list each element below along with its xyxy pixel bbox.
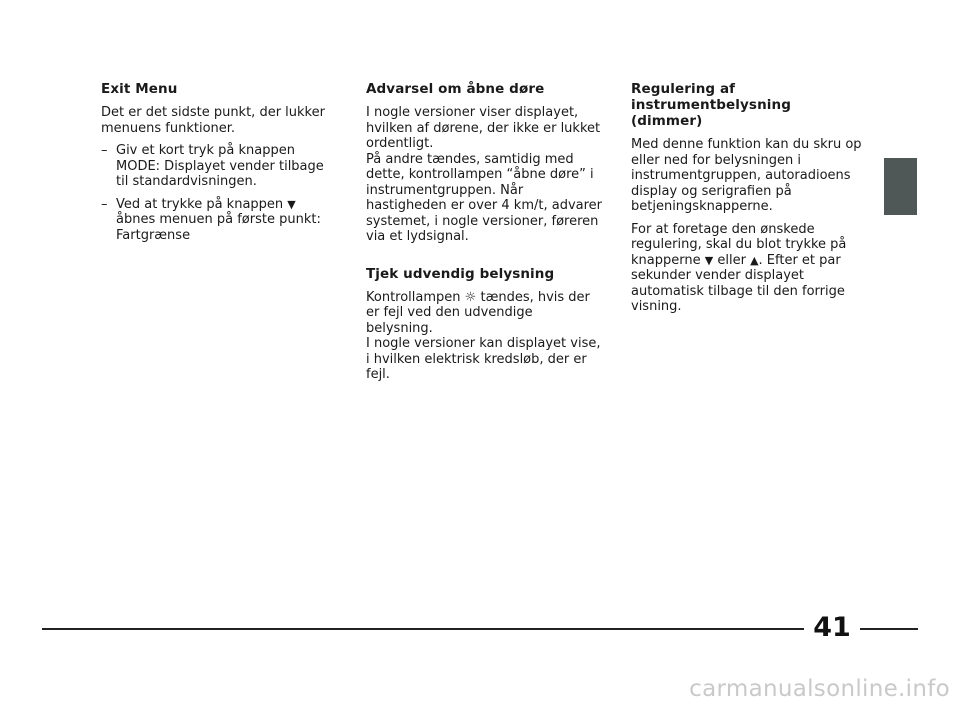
text-segment: Kontrollampen <box>366 289 461 305</box>
paragraph-open-doors-2: På andre tændes, samtidig med dette, kontrollampen “åbne døre” i instrumentgruppen. Når hastigheden er over 4 km/t, advarer systemet, i nogle versioner, føreren via et lydsignal. <box>366 151 603 244</box>
paragraph-open-doors-1: I nogle versioner viser displayet, hvilken af dørene, der ikke er lukket ordentligt. <box>366 105 601 151</box>
bullet-text-before: Ved at trykke på knappen <box>116 196 284 212</box>
list-item <box>101 143 331 190</box>
up-arrow-icon: ▲ <box>750 253 759 267</box>
down-arrow-icon: ▼ <box>704 253 714 267</box>
column-right <box>631 81 867 322</box>
column-left <box>101 81 331 250</box>
footer-rule-left <box>42 628 804 630</box>
section-tab-marker <box>884 158 917 215</box>
page-number: 41 <box>813 612 851 643</box>
watermark: carmanualsonline.info <box>689 676 950 702</box>
paragraph-dimmer-1: Med denne funktion kan du skru op eller ned for belysningen i instrumentgruppen, autoradioens display og serigrafien på betjeningsknapperne. <box>631 137 862 214</box>
paragraph-exit-menu: Det er det sidste punkt, der lukker menuens funktioner. <box>101 105 325 136</box>
list-item <box>101 197 331 244</box>
text-segment: . Efter et par sekunder vender displayet automatisk tilbage til den forrige visning. <box>631 252 845 314</box>
paragraph-exterior-lighting-2: I nogle versioner kan displayet vise, i hvilken elektrisk kredsløb, der er fejl. <box>366 336 601 382</box>
column-middle <box>366 81 602 390</box>
bullet-text-after: åbnes menuen på første punkt: Fartgrænse <box>116 212 321 243</box>
lamp-warning-icon: ☼ <box>464 289 477 305</box>
bullet-text: Giv et kort tryk på knappen MODE: Displayet vender tilbage til standardvisningen. <box>116 143 324 189</box>
down-arrow-icon: ▼ <box>287 197 296 211</box>
heading-dimmer: Regulering af instrumentbelysning (dimmer) <box>631 81 791 129</box>
text-segment: eller <box>717 252 746 268</box>
footer-rule-right <box>860 628 918 630</box>
paragraph-dimmer-2 <box>631 222 867 315</box>
heading-exit-menu: Exit Menu <box>101 81 178 97</box>
heading-exterior-lighting: Tjek udvendig belysning <box>366 265 555 282</box>
heading-open-doors: Advarsel om åbne døre <box>366 81 545 97</box>
bullet-dash: – <box>101 196 108 212</box>
text-segment: For at foretage den ønskede regulering, skal du blot trykke på knapperne <box>631 221 847 268</box>
bullet-dash: – <box>101 143 108 158</box>
text-segment: tændes, hvis der er fejl ved den udvendige belysning. <box>366 289 590 336</box>
paragraph-exterior-lighting-1 <box>366 290 602 337</box>
